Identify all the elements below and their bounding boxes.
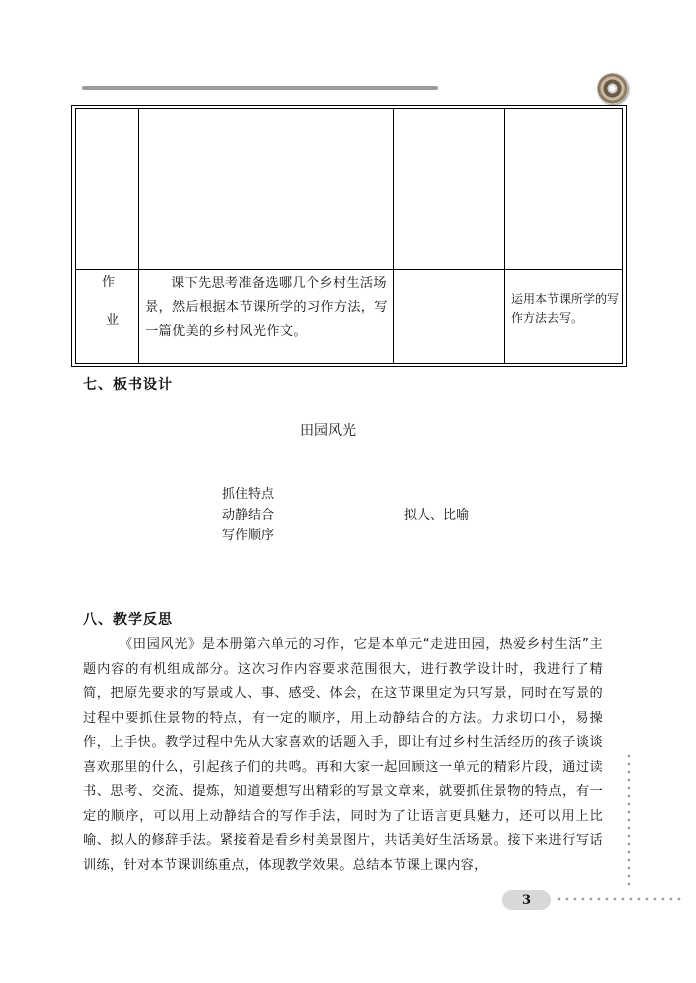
homework-label-bottom: 业	[106, 313, 120, 328]
homework-method: 运用本节课所学的写作方法去写。	[511, 292, 620, 325]
section-heading-reflection: 八、教学反思	[83, 612, 173, 628]
board-point: 动静结合	[222, 508, 275, 523]
page-number-badge	[502, 890, 551, 910]
decorative-dots-horizontal	[555, 895, 685, 905]
table-column-divider	[393, 108, 394, 364]
section-heading-board-design: 七、板书设计	[83, 377, 173, 393]
board-point: 抓住特点	[222, 487, 275, 502]
decorative-dots-vertical	[625, 752, 635, 887]
header-rule	[82, 86, 438, 90]
table-column-divider	[504, 108, 505, 364]
reflection-paragraph: 《田园风光》是本册第六单元的习作，它是本单元“走进田园，热爱乡村生活”主题内容的有机组成部分。这次习作内容要求范围很大，进行教学设计时，我进行了精简，把原先要求的写景或人、事、感受、体会，在这节课里定为只写景，同时在写景的过程中要抓住景物的特点，有一定的顺序，用上动静结合的方法。力求切口小，易操作，上手快。教学过程中先从大家喜欢的话题入手，即让有过乡村生活经历的孩子谈谈喜欢那里的什么，引起孩子们的共鸣。再和大家一起回顾这一单元的精彩片段，通过读书、思考、交流、提炼，知道要想写出精彩的写景文章来，就要抓住景物的特点，有一定的顺序，可以用上动静结合的写作手法，同时为了让语言更具魅力，还可以用上比喻、拟人的修辞手法。紧接着是看乡村美景图片，共话美好生活场景。接下来进行写话训练，针对本节课训练重点，体现教学效果。总结本节课上课内容，	[83, 637, 603, 873]
homework-label-top: 作	[102, 275, 116, 290]
page-number: 3	[521, 892, 532, 908]
board-side-point: 拟人、比喻	[404, 508, 470, 523]
cd-disc-icon	[597, 73, 628, 104]
table-row-divider	[75, 269, 623, 270]
board-point: 写作顺序	[222, 528, 275, 543]
homework-content: 课下先思考准备选哪几个乡村生活场景，然后根据本节课所学的习作方法，写一篇优美的乡村风光作文。	[145, 276, 388, 339]
table-column-divider	[138, 108, 139, 364]
board-title: 田园风光	[300, 423, 356, 439]
